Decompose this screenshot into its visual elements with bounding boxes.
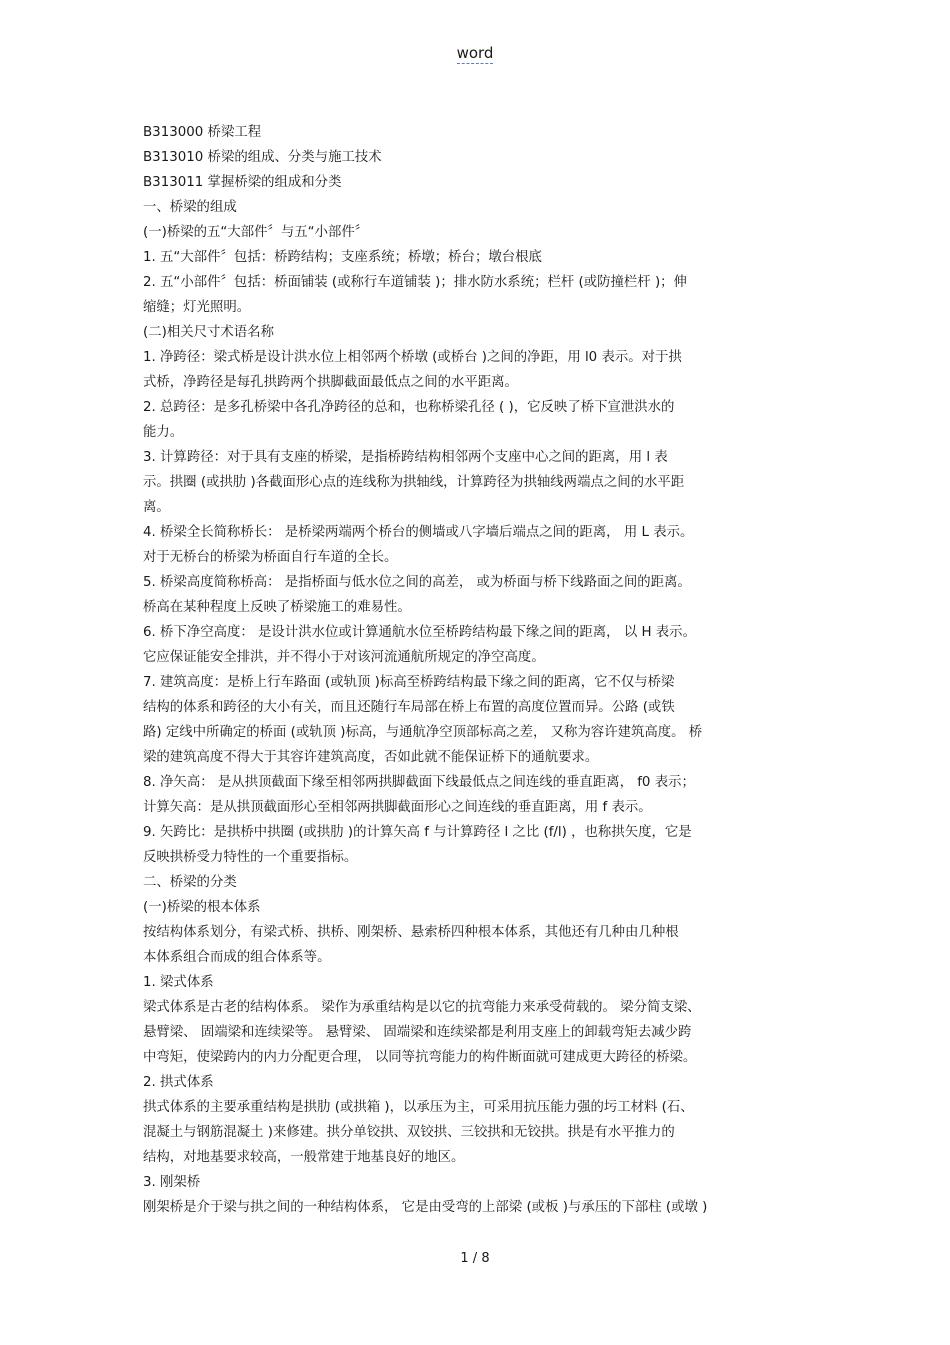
text-line: (一)桥梁的五“大部件〞与五“小部件〞 — [143, 225, 369, 240]
text-line: 5. 桥梁高度简称桥高： 是指桥面与低水位之间的高差， 或为桥面与桥下线路面之间的距离。 — [143, 575, 691, 590]
text-line: 缩缝；灯光照明。 — [143, 300, 251, 315]
text-line: 1. 五“大部件〞包括：桥跨结构；支座系统；桥墩；桥台；墩台根底 — [143, 250, 542, 265]
text-line: 一、桥梁的组成 — [143, 200, 237, 215]
text-line: 9. 矢跨比：是拱桥中拱圈 (或拱肋 )的计算矢高 f 与计算跨径 l 之比 (f/l) ，也称拱矢度，它是 — [143, 825, 692, 840]
page-number: 1 / 8 — [460, 1251, 490, 1266]
text-line: 中弯矩，使梁跨内的内力分配更合理， 以同等抗弯能力的构件断面就可建成更大跨径的桥梁。 — [143, 1050, 697, 1065]
text-line: 桥高在某种程度上反映了桥梁施工的难易性。 — [143, 600, 411, 615]
text-line: 梁式体系是古老的结构体系。 梁作为承重结构是以它的抗弯能力来承受荷载的。 梁分简支梁、 — [143, 1000, 701, 1015]
text-line: 3. 计算跨径：对于具有支座的桥梁，是指桥跨结构相邻两个支座中心之间的距离，用 l 表 — [143, 450, 668, 465]
text-line: 二、桥梁的分类 — [143, 875, 237, 890]
header-title: word — [456, 44, 494, 62]
text-line: 8. 净矢高： 是从拱顶截面下缘至相邻两拱脚截面下线最低点之间连线的垂直距离， f0 表示； — [143, 775, 695, 790]
text-line: 2. 总跨径：是多孔桥梁中各孔净跨径的总和，也称桥梁孔径 ( )，它反映了桥下宣泄洪水的 — [143, 400, 675, 415]
page-header — [0, 44, 950, 62]
text-line: 7. 建筑高度：是桥上行车路面 (或轨顶 )标高至桥跨结构最下缘之间的距离，它不仅与桥梁 — [143, 675, 675, 690]
text-line: 路) 定线中所确定的桥面 (或轨顶 )标高，与通航净空顶部标高之差， 又称为容许建筑高度。 桥 — [143, 725, 703, 740]
text-line: 2. 拱式体系 — [143, 1075, 214, 1090]
text-line: 1. 净跨径：梁式桥是设计洪水位上相邻两个桥墩 (或桥台 )之间的净距，用 l0 表示。对于拱 — [143, 350, 682, 365]
text-line: 能力。 — [143, 425, 184, 440]
text-line: 2. 五“小部件〞包括：桥面铺装 (或称行车道铺装 )；排水防水系统；栏杆 (或防撞栏杆 )；伸 — [143, 275, 687, 290]
text-line: B313011 掌握桥梁的组成和分类 — [143, 175, 342, 190]
text-line: 本体系组合而成的组合体系等。 — [143, 950, 331, 965]
text-line: 结构的体系和跨径的大小有关，而且还随行车局部在桥上布置的高度位置而异。公路 (或铁 — [143, 700, 675, 715]
text-line: 它应保证能安全排洪，并不得小于对该河流通航所规定的净空高度。 — [143, 650, 545, 665]
text-line: 刚架桥是介于梁与拱之间的一种结构体系， 它是由受弯的上部梁 (或板 )与承压的下部柱 (或墩 ) — [143, 1200, 708, 1215]
text-line: 梁的建筑高度不得大于其容许建筑高度，否如此就不能保证桥下的通航要求。 — [143, 750, 599, 765]
text-line: 式桥，净跨径是每孔拱跨两个拱脚截面最低点之间的水平距离。 — [143, 375, 518, 390]
text-line: 离。 — [143, 500, 170, 515]
text-line: 6. 桥下净空高度： 是设计洪水位或计算通航水位至桥跨结构最下缘之间的距离， 以 H 表示。 — [143, 625, 696, 640]
text-line: 示。拱圈 (或拱肋 )各截面形心点的连线称为拱轴线，计算跨径为拱轴线两端点之间的水平距 — [143, 475, 685, 490]
text-line: B313010 桥梁的组成、分类与施工技术 — [143, 150, 382, 165]
text-line: 反映拱桥受力特性的一个重要指标。 — [143, 850, 358, 865]
text-line: 混凝土与钢筋混凝土 )来修建。拱分单铰拱、双铰拱、三铰拱和无铰拱。拱是有水平推力的 — [143, 1125, 675, 1140]
document-body — [143, 120, 811, 1220]
text-line: 4. 桥梁全长简称桥长： 是桥梁两端两个桥台的侧墙或八字墙后端点之间的距离， 用 L 表示。 — [143, 525, 694, 540]
text-line: (一)桥梁的根本体系 — [143, 900, 261, 915]
text-line: 计算矢高：是从拱顶截面形心至相邻两拱脚截面形心之间连线的垂直距离，用 f 表示。 — [143, 800, 652, 815]
text-line: 按结构体系划分，有梁式桥、拱桥、刚架桥、悬索桥四种根本体系，其他还有几种由几种根 — [143, 925, 679, 940]
text-line: 结构，对地基要求较高，一般常建于地基良好的地区。 — [143, 1150, 465, 1165]
text-line: 拱式体系的主要承重结构是拱肋 (或拱箱 )，以承压为主，可采用抗压能力强的圬工材料 (石、 — [143, 1100, 694, 1115]
text-line: 1. 梁式体系 — [143, 975, 214, 990]
text-line: 3. 刚架桥 — [143, 1175, 201, 1190]
text-line: (二)相关尺寸术语名称 — [143, 325, 274, 340]
text-line: 悬臂梁、 固端梁和连续梁等。 悬臂梁、 固端梁和连续梁都是利用支座上的卸载弯矩去减少跨 — [143, 1025, 692, 1040]
text-line: B313000 桥梁工程 — [143, 125, 262, 140]
text-line: 对于无桥台的桥梁为桥面自行车道的全长。 — [143, 550, 398, 565]
